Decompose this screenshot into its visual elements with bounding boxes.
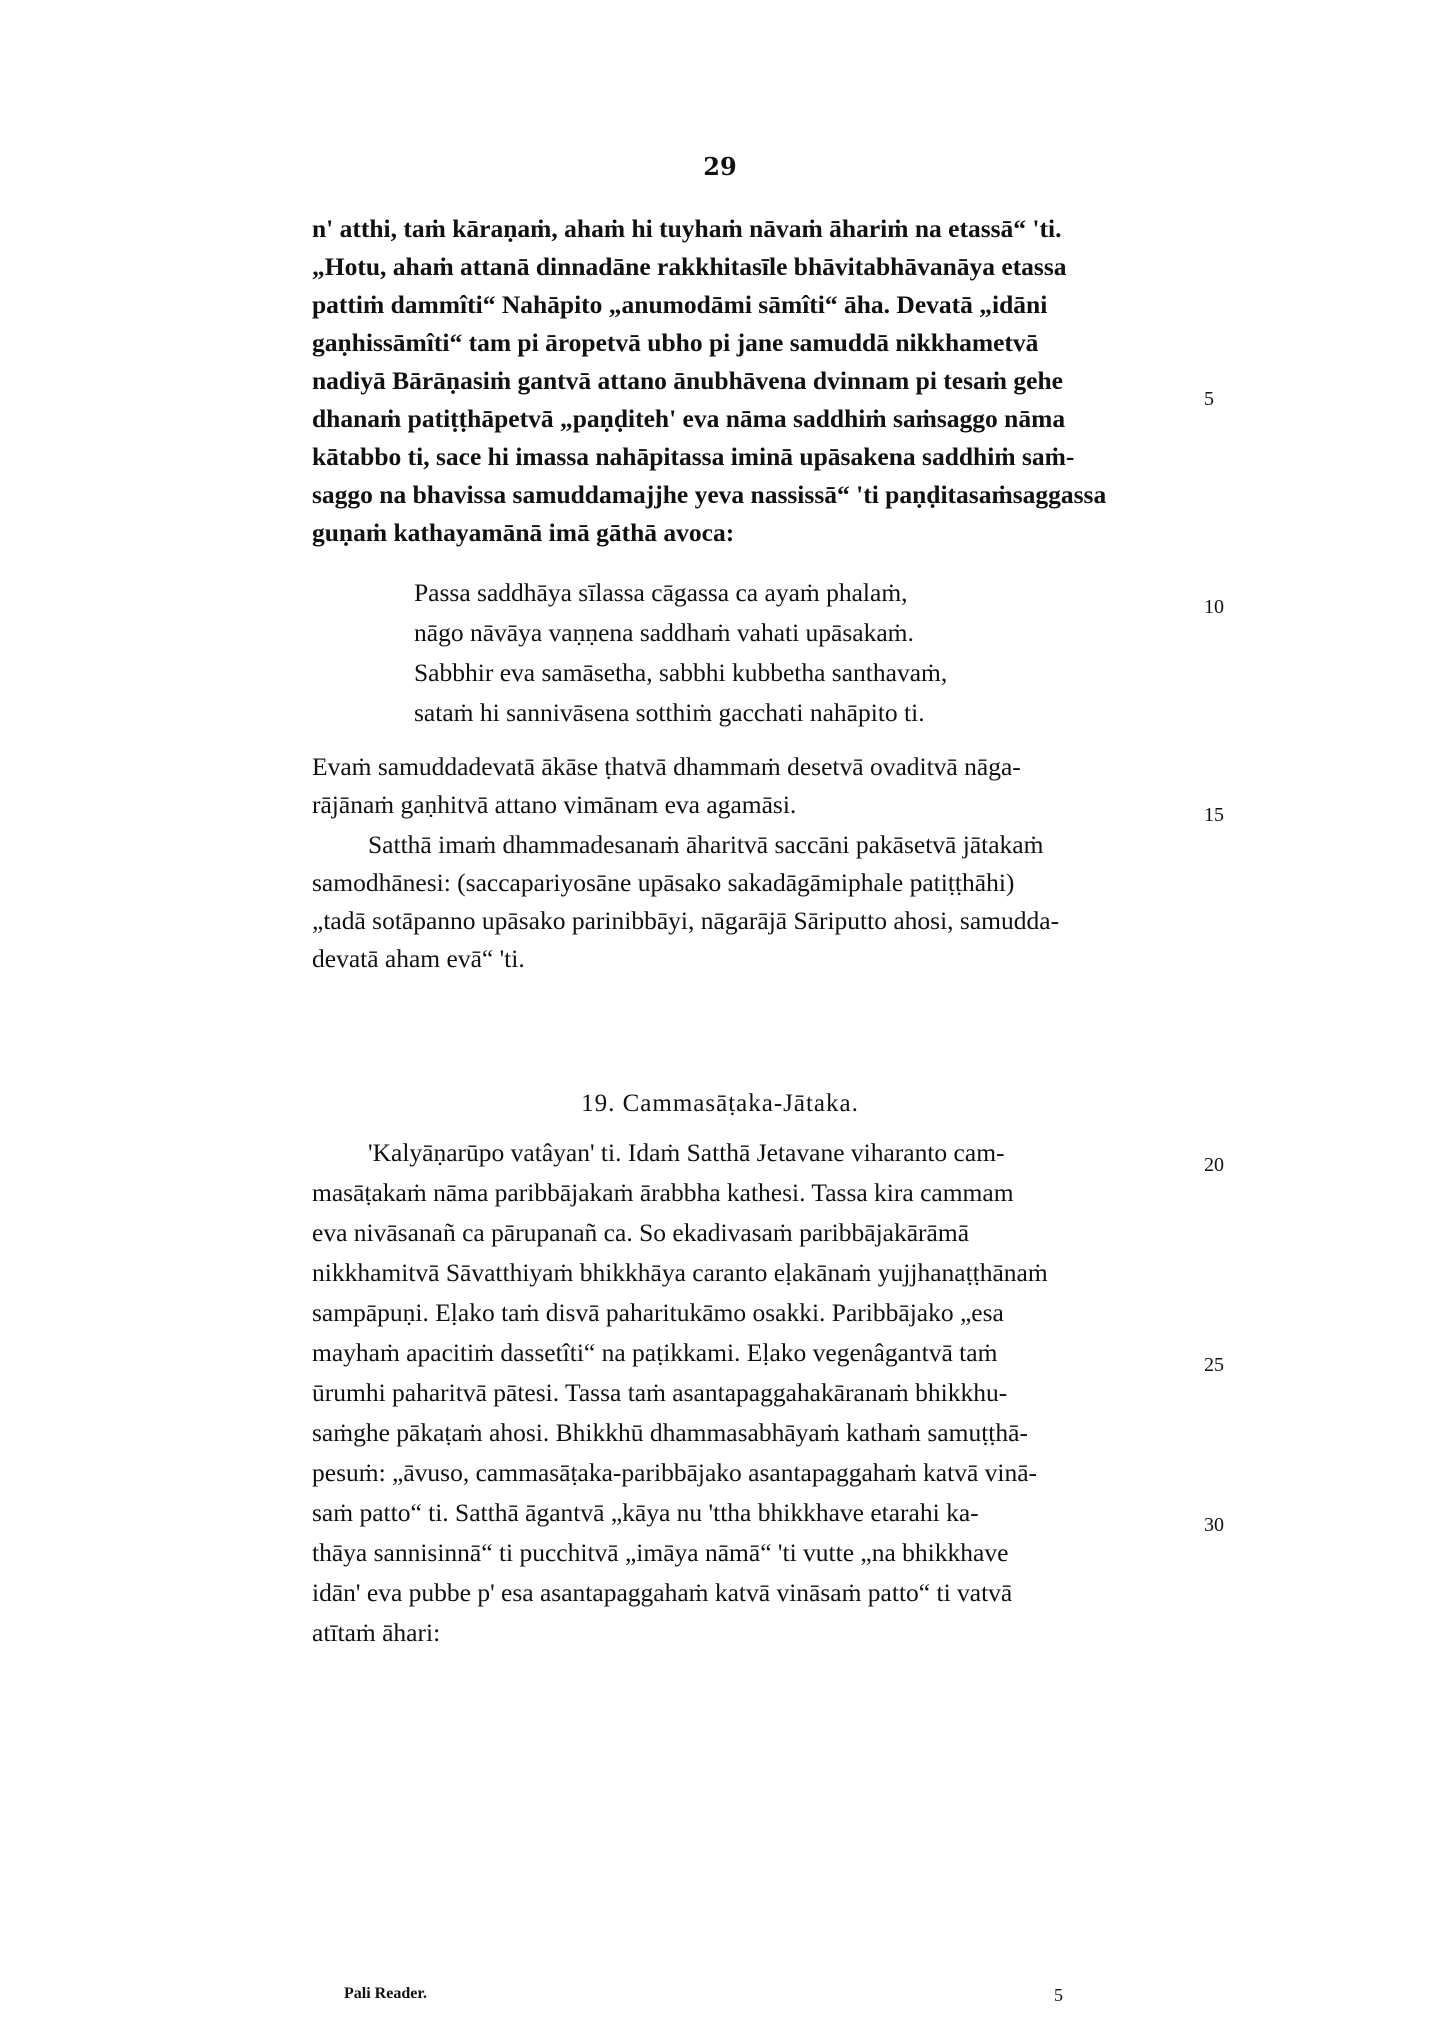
text-line: n' atthi, taṁ kāraṇaṁ, ahaṁ hi tuyhaṁ nāvaṁ āhariṁ na etassā“ 'ti. [312, 214, 1062, 243]
line-number: 20 [1204, 1154, 1224, 1176]
text-line: 'Kalyāṇarūpo vatâyan' ti. Idaṁ Satthā Jetavane viharanto cam- [368, 1138, 1005, 1167]
text-line: sampāpuṇi. Eḷako taṁ disvā paharitukāmo osakki. Paribbājako „esa [312, 1298, 1004, 1327]
text-line: nadiyā Bārāṇasiṁ gantvā attano ānubhāvena dvinnam pi tesaṁ gehe [312, 366, 1063, 395]
line-number: 15 [1204, 804, 1224, 826]
line-number: 30 [1204, 1514, 1224, 1536]
text-line: saṁghe pākaṭaṁ ahosi. Bhikkhū dhammasabhāyaṁ kathaṁ samuṭṭhā- [312, 1418, 1028, 1447]
line-number: 10 [1204, 596, 1224, 618]
page-number: 29 [703, 152, 737, 181]
text-line: dhanaṁ patiṭṭhāpetvā „paṇḍiteh' eva nāma saddhiṁ saṁsaggo nāma [312, 404, 1066, 433]
text-line: Satthā imaṁ dhammadesanaṁ āharitvā saccāni pakāsetvā jātakaṁ [368, 830, 1044, 859]
text-line: kātabbo ti, sace hi imassa nahāpitassa iminā upāsakena saddhiṁ saṁ- [312, 442, 1075, 471]
section-heading: 19. Cammasāṭaka-Jātaka. [581, 1090, 859, 1117]
text-line: samodhānesi: (saccapariyosāne upāsako sakadāgāmiphale patiṭṭhāhi) [312, 868, 1015, 897]
verse-line: sataṁ hi sannivāsena sotthiṁ gacchati nahāpito ti. [414, 698, 925, 727]
text-line: ūrumhi paharitvā pātesi. Tassa taṁ asantapaggahakāranaṁ bhikkhu- [312, 1378, 1008, 1407]
line-number: 25 [1204, 1354, 1224, 1376]
text-line: atītaṁ āhari: [312, 1618, 441, 1647]
text-line: idān' eva pubbe p' esa asantapaggahaṁ katvā vināsaṁ patto“ ti vatvā [312, 1578, 1013, 1607]
verse-line: Sabbhir eva samāsetha, sabbhi kubbetha santhavaṁ, [414, 658, 948, 687]
text-line: masāṭakaṁ nāma paribbājakaṁ ārabbha kathesi. Tassa kira cammam [312, 1178, 1014, 1207]
text-line: saṁ patto“ ti. Satthā āgantvā „kāya nu 'ttha bhikkhave etarahi ka- [312, 1498, 979, 1527]
text-line: thāya sannisinnā“ ti pucchitvā „imāya nāmā“ 'ti vutte „na bhikkhave [312, 1538, 1009, 1567]
line-number: 5 [1204, 388, 1214, 410]
verse-line: nāgo nāvāya vaṇṇena saddhaṁ vahati upāsakaṁ. [414, 618, 914, 647]
text-line: Evaṁ samuddadevatā ākāse ṭhatvā dhammaṁ desetvā ovaditvā nāga- [312, 752, 1021, 781]
text-line: nikkhamitvā Sāvatthiyaṁ bhikkhāya caranto eḷakānaṁ yujjhanaṭṭhānaṁ [312, 1258, 1048, 1287]
text-line: devatā aham evā“ 'ti. [312, 944, 525, 973]
text-line: pattiṁ dammîti“ Nahāpito „anumodāmi sāmîti“ āha. Devatā „idāni [312, 290, 1048, 319]
text-line: „Hotu, ahaṁ attanā dinnadāne rakkhitasīle bhāvitabhāvanāya etassa [312, 252, 1067, 281]
text-line: rājānaṁ gaṇhitvā attano vimānam eva agamāsi. [312, 790, 797, 819]
text-line: eva nivāsanañ ca pārupanañ ca. So ekadivasaṁ paribbājakārāmā [312, 1218, 970, 1247]
text-line: guṇaṁ kathayamānā imā gāthā avoca: [312, 518, 735, 547]
text-line: gaṇhissāmîti“ tam pi āropetvā ubho pi jane samuddā nikkhametvā [312, 328, 1039, 357]
text-line: „tadā sotāpanno upāsako parinibbāyi, nāgarājā Sāriputto ahosi, samudda- [312, 906, 1060, 935]
text-line: pesuṁ: „āvuso, cammasāṭaka-paribbājako asantapaggahaṁ katvā vinā- [312, 1458, 1038, 1487]
text-line: saggo na bhavissa samuddamajjhe yeva nassissā“ 'ti paṇḍitasaṁsaggassa [312, 480, 1107, 509]
footer-signature-mark: 5 [1054, 1985, 1063, 2005]
text-line: mayhaṁ apacitiṁ dassetîti“ na paṭikkami. Eḷako vegenâgantvā taṁ [312, 1338, 998, 1367]
verse-line: Passa saddhāya sīlassa cāgassa ca ayaṁ phalaṁ, [414, 578, 908, 607]
footer-book-title: Pali Reader. [344, 1985, 427, 2002]
